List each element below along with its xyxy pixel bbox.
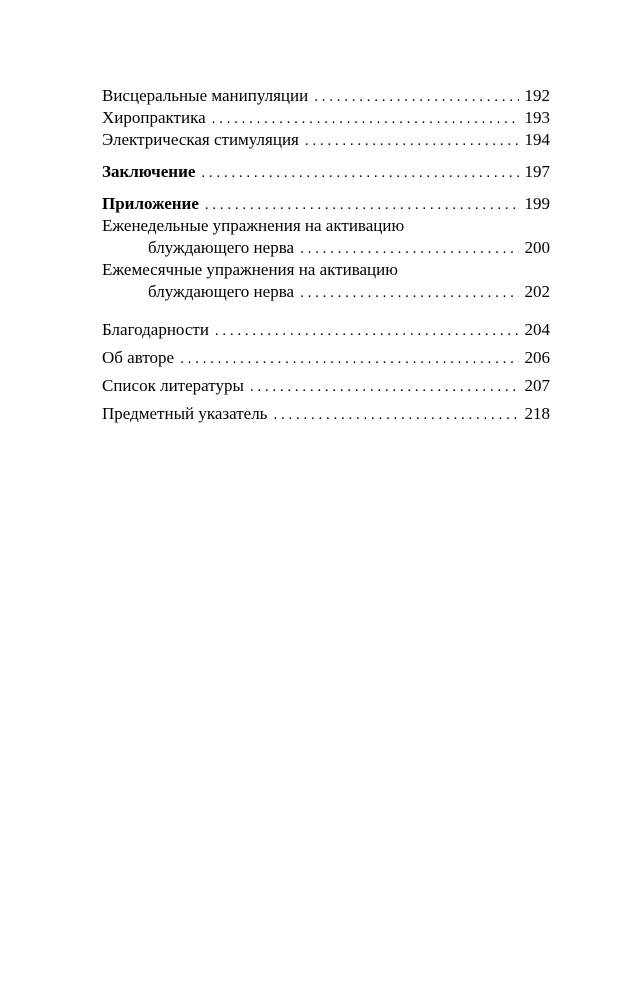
toc-entry-monthly [102,281,550,303]
toc-entry-title: Об авторе [102,348,175,367]
toc-entry-visceral [102,85,550,107]
toc-entry-page: 197 [524,162,550,181]
toc-entry-appendix [102,193,550,215]
toc-entry-title: блуждающего нерва [148,238,295,257]
toc-entry-title: Приложение [102,194,199,213]
dot-leader [273,404,518,426]
toc-entry-thanks [102,319,550,341]
toc-entry-title: Предметный указатель [102,404,268,423]
toc-entry-page: 207 [524,376,550,395]
toc-entry-title: Хиропрактика [102,108,206,127]
dot-leader [305,130,519,152]
toc-entry-chiropractic [102,107,550,129]
toc-entry-page: 218 [524,404,550,423]
toc-entry-page: 199 [524,194,550,213]
toc-entry-weekly [102,237,550,259]
toc-entry-page: 192 [524,86,550,105]
toc-entry-title: Висцеральные манипуляции [102,86,309,105]
toc-entry-page: 206 [524,348,550,367]
toc-entry-electric [102,129,550,151]
toc-entry-page: 200 [524,238,550,257]
toc-entry-page: 204 [524,320,550,339]
toc-entry-title: Заключение [102,162,196,181]
dot-leader [201,162,518,184]
toc-entry-title: блуждающего нерва [148,282,295,301]
dot-leader [180,348,518,370]
toc-entry-index [102,403,550,425]
toc-entry-title: Электрическая стимуляция [102,130,299,149]
dot-leader [250,376,519,398]
toc-entry-literature [102,375,550,397]
toc-entry-page: 193 [524,108,550,127]
toc-entry-monthly-line1: Ежемесячные упражнения на активацию [102,260,398,279]
toc-entry-title: Список литературы [102,376,244,395]
toc-entry-conclusion [102,161,550,183]
toc-entry-page: 194 [524,130,550,149]
toc-entry-author [102,347,550,369]
dot-leader [205,194,519,216]
toc-entry-title: Благодарности [102,320,209,339]
dot-leader [215,320,519,342]
table-of-contents [102,85,550,425]
dot-leader [212,108,519,130]
dot-leader [300,282,518,304]
dot-leader [300,238,518,260]
toc-entry-weekly-line1: Еженедельные упражнения на активацию [102,216,405,235]
toc-entry-page: 202 [524,282,550,301]
dot-leader [314,86,518,108]
